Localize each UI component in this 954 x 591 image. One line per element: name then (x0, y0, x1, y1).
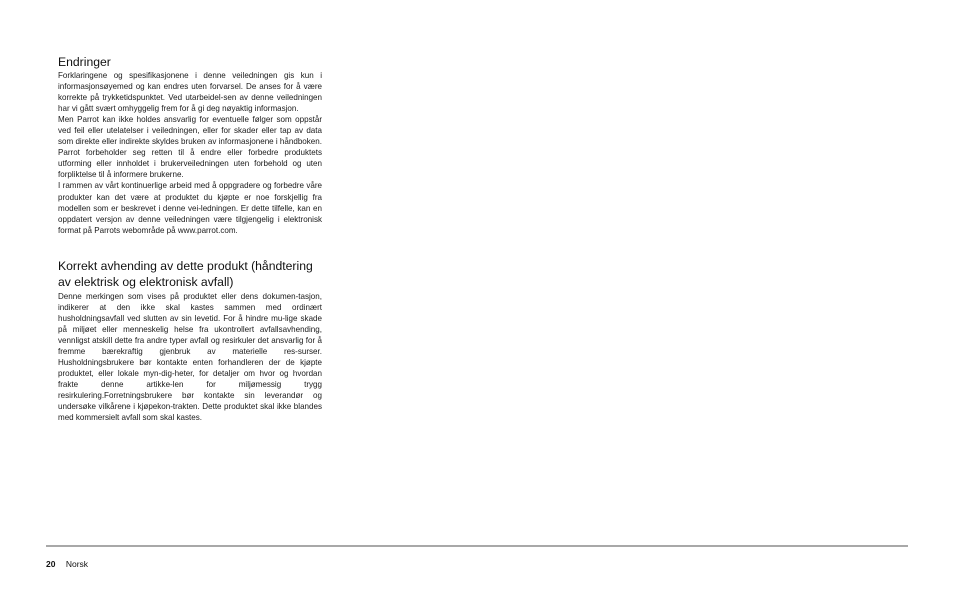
page-footer (46, 559, 88, 569)
paragraph: I rammen av vårt kontinuerlige arbeid med å oppgradere og forbedre våre produkter kan det være at produktet du kjøpte er noe forskjellig fra modellen som er beskrevet i denne vei-ledningen. Er dette tilfelle, kan en oppdatert versjon av denne veiledningen være tilgjengelig i elektronisk format på Parrots webområde på www.parrot.com. (58, 181, 322, 235)
section-heading-endringer: Endringer (58, 55, 111, 69)
page-number: 20 (46, 559, 56, 569)
footer-divider (46, 545, 908, 547)
text-column (58, 56, 322, 423)
paragraph: Denne merkingen som vises på produktet eller dens dokumen-tasjon, indikerer at den ikke skal kastes sammen med ordinært husholdningsavfall ved slutten av sin levetid. For å hindre mu-lige skade på miljøet eller menneskelig helse fra ukontrollert avfallsavhending, vennligst atskill dette fra andre typer avfall og resirkuler det ansvarlig for å fremme bærekraftig gjenbruk av materielle res-surser. Husholdningsbrukere bør kontakte enten forhandleren der de kjøpte produktet, eller lokale myn-dig-heter, for detaljer om hvor og hvordan frakte denne artikke-len for miljømessig trygg resirkulering.Forretningsbrukere bør kontakte sin leverandør og undersøke vilkårene i kjøpekon-trakten. Dette produktet skal ikke blandes med kommersielt avfall som skal kastes. (58, 291, 322, 423)
footer-language: Norsk (65, 559, 89, 569)
paragraph: Forklaringene og spesifikasjonene i denne veiledningen gis kun i informasjonsøyemed og kan endres uten forvarsel. De anses for å være korrekte på trykketidspunktet. Ved utarbeidel-sen av denne veiledningen har vi gått svært omhyggelig frem for å gi deg nøyaktig informasjon. (58, 71, 322, 114)
paragraph: Men Parrot kan ikke holdes ansvarlig for eventuelle følger som oppstår ved feil eller utelatelser i veiledningen, eller for skader eller tap av data som direkte eller indirekte skyldes bruken av informasjonene i håndboken. Parrot forbeholder seg retten til å endre eller forbedre produktets utforming eller innholdet i brukerveiledningen uten forbehold og uten forpliktelse til å informere brukerne. (58, 115, 322, 180)
section-heading-disposal: Korrekt avhending av dette produkt (håndtering av elektrisk og elektronisk avfall) (58, 258, 313, 289)
